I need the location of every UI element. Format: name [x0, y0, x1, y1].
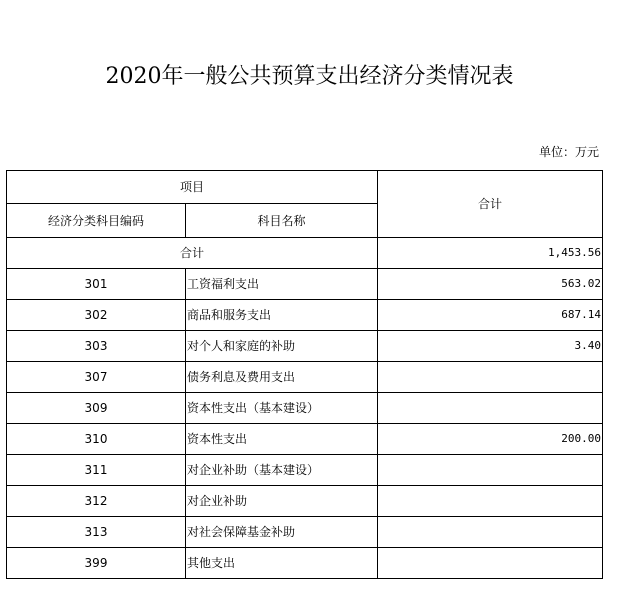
row-name: 工资福利支出 [186, 269, 378, 300]
total-label: 合计 [7, 238, 378, 269]
row-code: 310 [7, 424, 186, 455]
row-name: 资本性支出（基本建设） [186, 393, 378, 424]
header-row-top [7, 171, 603, 204]
row-value [378, 455, 603, 486]
row-value: 3.40 [378, 331, 603, 362]
row-code: 399 [7, 548, 186, 579]
header-project: 项目 [7, 171, 378, 204]
table-row [7, 517, 603, 548]
row-name: 对企业补助（基本建设） [186, 455, 378, 486]
table-row [7, 269, 603, 300]
row-code: 302 [7, 300, 186, 331]
table-row [7, 548, 603, 579]
row-value [378, 362, 603, 393]
unit-label: 单位：万元 [538, 145, 599, 159]
row-name: 商品和服务支出 [186, 300, 378, 331]
row-code: 312 [7, 486, 186, 517]
row-name: 对个人和家庭的补助 [186, 331, 378, 362]
row-value [378, 393, 603, 424]
row-value: 687.14 [378, 300, 603, 331]
budget-table [6, 170, 603, 579]
row-code: 311 [7, 455, 186, 486]
table-row [7, 362, 603, 393]
row-name: 资本性支出 [186, 424, 378, 455]
row-code: 309 [7, 393, 186, 424]
total-value: 1,453.56 [378, 238, 603, 269]
page-title: 2020年一般公共预算支出经济分类情况表 [105, 64, 514, 89]
row-value [378, 548, 603, 579]
table-row [7, 300, 603, 331]
row-name: 对社会保障基金补助 [186, 517, 378, 548]
row-value [378, 517, 603, 548]
header-code: 经济分类科目编码 [7, 204, 186, 238]
total-row [7, 238, 603, 269]
table-row [7, 424, 603, 455]
table-row [7, 393, 603, 424]
row-name: 债务利息及费用支出 [186, 362, 378, 393]
row-value: 563.02 [378, 269, 603, 300]
row-code: 307 [7, 362, 186, 393]
table-row [7, 486, 603, 517]
row-name: 其他支出 [186, 548, 378, 579]
table-row [7, 331, 603, 362]
row-value [378, 486, 603, 517]
table-row [7, 455, 603, 486]
header-name: 科目名称 [186, 204, 378, 238]
row-code: 313 [7, 517, 186, 548]
row-name: 对企业补助 [186, 486, 378, 517]
row-code: 301 [7, 269, 186, 300]
row-code: 303 [7, 331, 186, 362]
row-value: 200.00 [378, 424, 603, 455]
header-total: 合计 [378, 171, 603, 238]
